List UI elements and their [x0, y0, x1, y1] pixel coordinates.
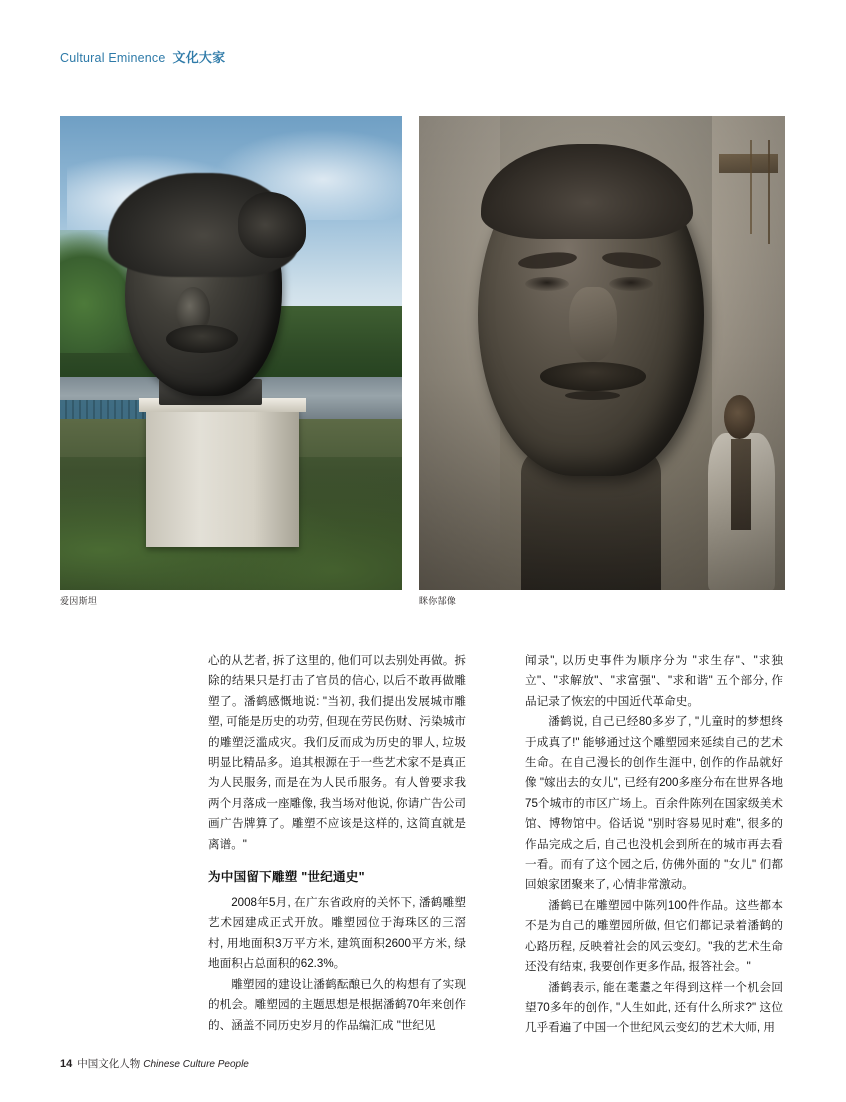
photo-portrait-bust	[419, 116, 785, 590]
photo-pedestal	[146, 405, 300, 547]
photo-sculpture-mustache	[166, 325, 238, 353]
paragraph: 心的从艺者, 拆了这里的, 他们可以去别处再做。拆除的结果只是打击了官员的信心, 以后不敢再做雕塑了。潘鹤感慨地说: "当初, 我们提出发展城市雕塑, 可能是历史的功劳, 但现在劳民伤财、污染城市的雕塑泛滥成灾。我们反而成为历史的罪人, 垃圾明显比精品多。追其根源在于一些艺术家不是真正为人民服务, 而是在为人民币服务。有人曾要求我两个月落成一座雕像, 我当场对他说, 你请广告公司画广告牌算了。雕塑不应该是这样的, 这简直就是离谱。"	[208, 654, 466, 851]
header-english-title: Cultural Eminence	[60, 51, 166, 65]
page-footer	[60, 1056, 249, 1071]
paragraph: 2008年5月, 在广东省政府的关怀下, 潘鹤雕塑艺术园建成正式开放。雕塑园位于海珠区的三滘村, 用地面积3万平方米, 建筑面积2600平方米, 绿地面积占总面积的62.3%。	[208, 896, 466, 971]
photo-einstein-sculpture	[60, 116, 402, 590]
header-chinese-title: 文化大家	[172, 50, 226, 65]
figure-einstein-sculpture	[60, 116, 402, 606]
page-header	[60, 47, 225, 66]
text-column-right	[525, 651, 783, 1039]
paragraph: 潘鹤说, 自己已经80多岁了, "儿童时的梦想终于成真了!" 能够通过这个雕塑园来延续自己的艺术生命。在自己漫长的创作生涯中, 创作的作品就好像 "嫁出去的女儿", 已经有200多座分布在世界各地75个城市的市区广场上。百余件陈列在国家级美术馆、博物馆中。俗话说 "别时容易见时难", 很多的作品完成之后, 自己也没机会到所在的城市再去看一看。而有了这个园之后, 仿佛外面的 "女儿" 们都回娘家团聚来了, 心情非常激动。	[525, 715, 783, 892]
figure-caption: 眯你郜像	[419, 596, 457, 606]
footer-chinese-title: 中国文化人物	[77, 1058, 141, 1070]
paragraph: 雕塑园的建设让潘鹤酝酿已久的构想有了实现的机会。雕塑园的主题思想是根据潘鹤70年来创作的、涵盖不同历史岁月的作品编汇成 "世纪见	[208, 977, 466, 1032]
photo-vignette	[419, 116, 785, 590]
page-number: 14	[60, 1058, 73, 1070]
footer-english-title: Chinese Culture People	[143, 1059, 249, 1070]
text-column-left	[208, 651, 466, 1036]
section-heading: 为中国留下雕塑 "世纪通史"	[208, 870, 365, 885]
figure-caption: 爱因斯坦	[60, 596, 98, 606]
paragraph: 闻录", 以历史事件为顺序分为 "求生存"、"求独立"、"求解放"、"求富强"、"求和谐" 五个部分, 作品记录了恢宏的中国近代革命史。	[525, 654, 783, 708]
paragraph: 潘鹤已在雕塑园中陈列100件作品。这些都本不是为自己的雕塑园所做, 但它们都记录着潘鹤的心路历程, 反映着社会的风云变幻。"我的艺术生命还没有结束, 我要创作更多作品, 报答社会。"	[525, 898, 783, 974]
paragraph: 潘鹤表示, 能在耄耋之年得到这样一个机会回望70多年的创作, "人生如此, 还有什么所求?" 这位几乎看遍了中国一个世纪风云变幻的艺术大师, 用	[525, 980, 783, 1035]
figure-portrait-bust	[419, 116, 785, 606]
